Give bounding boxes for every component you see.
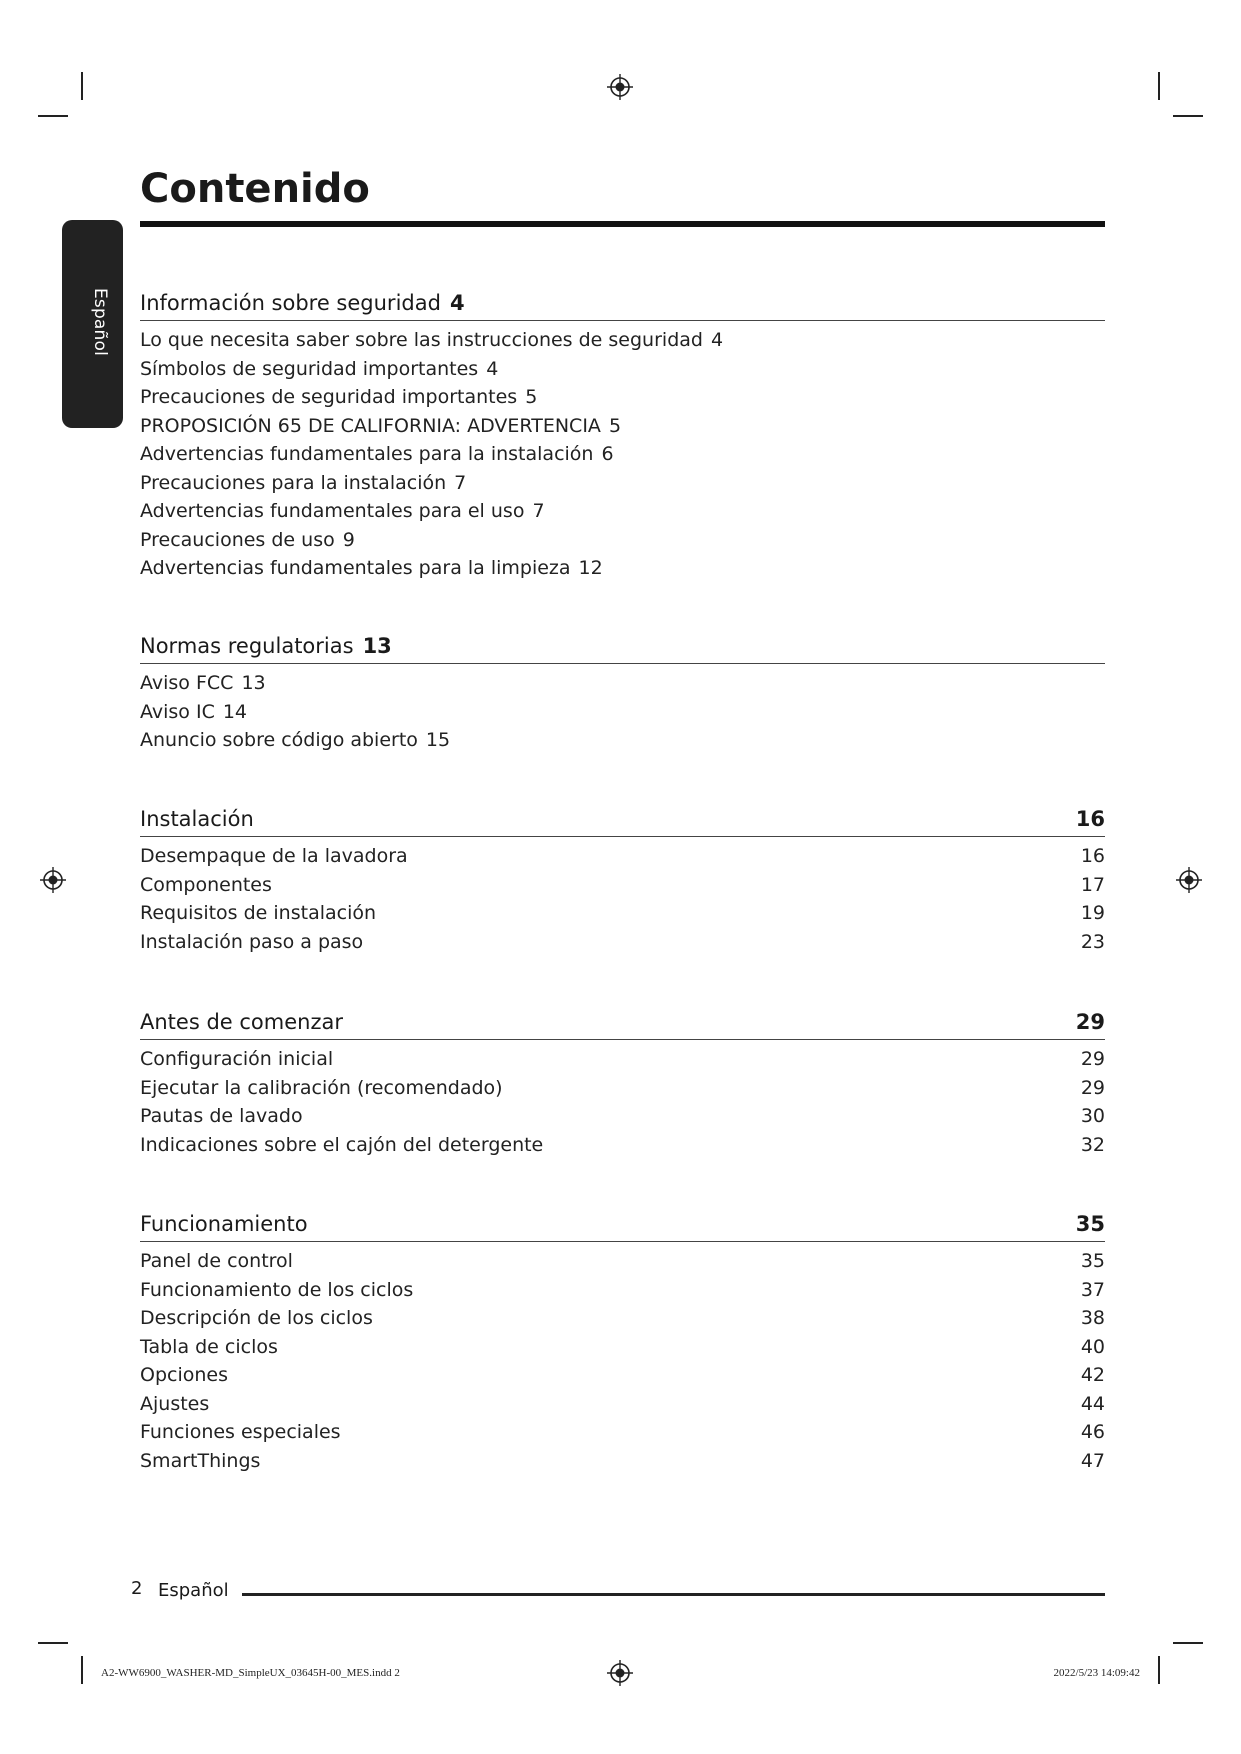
- crop-mark-top-left-h: [38, 115, 68, 117]
- toc-item[interactable]: [140, 412, 1105, 441]
- toc-section: [140, 802, 1105, 956]
- toc-item-page: 6: [601, 443, 614, 465]
- toc-item-label: Instalación paso a paso: [140, 930, 364, 953]
- toc-item-page: 23: [1080, 930, 1105, 953]
- toc-section: [140, 286, 1105, 583]
- toc-item-page: 40: [1080, 1335, 1105, 1358]
- toc-section-page: 13: [362, 634, 392, 658]
- toc-item-page: 17: [1080, 873, 1105, 896]
- toc-item-label: Aviso IC: [140, 700, 215, 723]
- toc-item[interactable]: [140, 440, 1105, 469]
- toc-item-page: 15: [425, 729, 451, 751]
- toc-section-page: 16: [1075, 807, 1105, 831]
- toc-item-label: Requisitos de instalación: [140, 902, 377, 924]
- crop-mark-top-left-v: [81, 72, 83, 100]
- toc-section-page: 29: [1075, 1010, 1105, 1034]
- toc-item-label: Componentes: [140, 873, 272, 896]
- print-timestamp: 2022/5/23 14:09:42: [1053, 1667, 1140, 1679]
- toc-item-page: 44: [1080, 1392, 1105, 1415]
- crop-mark-bottom-right-h: [1173, 1642, 1203, 1644]
- toc-item[interactable]: [140, 1447, 1105, 1476]
- toc-item[interactable]: [140, 871, 1105, 900]
- toc-item[interactable]: [140, 1390, 1105, 1419]
- toc-item[interactable]: [140, 1102, 1105, 1131]
- toc-item-page: 37: [1080, 1278, 1105, 1301]
- toc-section: [140, 629, 1105, 755]
- toc-item-label: Lo que necesita saber sobre las instrucciones de seguridad: [140, 329, 703, 351]
- registration-mark-icon: [607, 74, 633, 100]
- toc-section-title: Funcionamiento: [140, 1212, 308, 1236]
- footer-rule: [242, 1593, 1105, 1596]
- toc-section-title: Información sobre seguridad: [140, 291, 441, 315]
- toc-item-page: 32: [1080, 1133, 1105, 1156]
- print-file-slug: A2-WW6900_WASHER-MD_SimpleUX_03645H-00_MES.indd 2: [101, 1667, 400, 1679]
- toc-item-page: 35: [1080, 1250, 1105, 1272]
- toc-item-page: 7: [532, 500, 545, 522]
- toc-item-label: Ejecutar la calibración (recomendado): [140, 1076, 503, 1099]
- toc-item[interactable]: [140, 1361, 1105, 1390]
- toc-item[interactable]: [140, 383, 1105, 412]
- toc-item[interactable]: [140, 554, 1105, 583]
- toc-section-heading[interactable]: [140, 1207, 1105, 1242]
- toc-section-page: 4: [449, 291, 465, 315]
- toc-item-label: Ajustes: [140, 1392, 210, 1415]
- toc-item-label: Precauciones de seguridad importantes: [140, 386, 518, 408]
- toc-item-page: 46: [1080, 1421, 1105, 1443]
- registration-mark-icon: [1176, 867, 1202, 893]
- toc-item-label: Configuración inicial: [140, 1048, 334, 1070]
- toc-item-label: Precauciones de uso: [140, 528, 335, 551]
- toc-item[interactable]: [140, 1276, 1105, 1305]
- toc-section-title: Normas regulatorias: [140, 634, 354, 658]
- toc-item-page: 12: [578, 557, 603, 579]
- toc-item-page: 7: [454, 471, 467, 494]
- toc-item-page: 38: [1080, 1307, 1105, 1329]
- toc-item-label: Advertencias fundamentales para la instalación: [140, 443, 594, 465]
- toc-item-page: 16: [1080, 845, 1105, 867]
- toc-section: [140, 1207, 1105, 1475]
- toc-item[interactable]: [140, 1304, 1105, 1333]
- registration-mark-icon: [40, 867, 66, 893]
- toc-item[interactable]: [140, 1247, 1105, 1276]
- toc-item[interactable]: [140, 698, 1105, 727]
- toc-section-heading[interactable]: [140, 1005, 1105, 1040]
- toc-item-page: 14: [222, 700, 248, 723]
- toc-item-label: Tabla de ciclos: [140, 1335, 278, 1358]
- toc-item-label: Opciones: [140, 1364, 228, 1386]
- toc-item[interactable]: [140, 1131, 1105, 1160]
- toc-item-label: Pautas de lavado: [140, 1105, 303, 1127]
- toc-item-label: Panel de control: [140, 1250, 293, 1272]
- toc-item-page: 4: [486, 357, 499, 380]
- toc-item-label: SmartThings: [140, 1449, 261, 1472]
- toc-item[interactable]: [140, 497, 1105, 526]
- toc-item-page: 4: [710, 329, 724, 351]
- toc-item-label: Funciones especiales: [140, 1421, 341, 1443]
- toc-item-label: Advertencias fundamentales para la limpieza: [140, 557, 571, 579]
- toc-item-label: Aviso FCC: [140, 672, 234, 694]
- toc-section-page: 35: [1075, 1212, 1105, 1236]
- footer-language: Español: [158, 1580, 229, 1601]
- toc-item-label: Funcionamiento de los ciclos: [140, 1278, 414, 1301]
- toc-section-title: Antes de comenzar: [140, 1010, 343, 1034]
- toc-item-label: Indicaciones sobre el cajón del detergente: [140, 1133, 544, 1156]
- registration-mark-icon: [607, 1660, 633, 1686]
- toc-item[interactable]: [140, 669, 1105, 698]
- toc-item[interactable]: [140, 1074, 1105, 1103]
- crop-mark-top-right-v: [1158, 72, 1160, 100]
- toc-section: [140, 1005, 1105, 1159]
- toc-item-page: 5: [525, 386, 538, 408]
- toc-item[interactable]: [140, 1333, 1105, 1362]
- toc-item-page: 47: [1080, 1449, 1105, 1472]
- toc-item-page: 42: [1080, 1364, 1105, 1386]
- toc-item[interactable]: [140, 526, 1105, 555]
- toc-item[interactable]: [140, 726, 1105, 755]
- toc-item-label: Anuncio sobre código abierto: [140, 729, 418, 751]
- toc-section-heading[interactable]: [140, 629, 1105, 664]
- toc-item-label: Descripción de los ciclos: [140, 1307, 373, 1329]
- crop-mark-bottom-left-h: [38, 1642, 68, 1644]
- toc-item[interactable]: [140, 469, 1105, 498]
- toc-item-page: 19: [1080, 902, 1105, 924]
- toc-item[interactable]: [140, 1045, 1105, 1074]
- toc-section-heading[interactable]: [140, 286, 1105, 321]
- toc-item[interactable]: [140, 326, 1105, 355]
- crop-mark-bottom-right-v: [1158, 1656, 1160, 1684]
- toc-item-page: 30: [1080, 1105, 1105, 1127]
- toc-item[interactable]: [140, 355, 1105, 384]
- page-title: Contenido: [140, 166, 370, 212]
- toc-item-page: 5: [608, 414, 622, 437]
- toc-item-page: 29: [1080, 1048, 1105, 1070]
- toc-item-label: Símbolos de seguridad importantes: [140, 357, 479, 380]
- toc-item[interactable]: [140, 1418, 1105, 1447]
- toc-item-page: 9: [342, 528, 355, 551]
- toc-section-title: Instalación: [140, 807, 254, 831]
- toc-item-page: 29: [1080, 1076, 1105, 1099]
- crop-mark-bottom-left-v: [81, 1656, 83, 1684]
- crop-mark-top-right-h: [1173, 115, 1203, 117]
- toc-item-label: PROPOSICIÓN 65 DE CALIFORNIA: ADVERTENCIA: [140, 414, 601, 437]
- toc-item-page: 13: [241, 672, 266, 694]
- toc-item[interactable]: [140, 842, 1105, 871]
- language-side-tab-label: Español: [90, 287, 110, 357]
- toc-item[interactable]: [140, 928, 1105, 957]
- footer-page-number: 2: [131, 1578, 143, 1599]
- toc-item[interactable]: [140, 899, 1105, 928]
- toc-item-label: Precauciones para la instalación: [140, 471, 447, 494]
- toc-section-heading[interactable]: [140, 802, 1105, 837]
- toc-item-label: Desempaque de la lavadora: [140, 845, 408, 867]
- toc-item-label: Advertencias fundamentales para el uso: [140, 500, 525, 522]
- title-rule: [140, 221, 1105, 227]
